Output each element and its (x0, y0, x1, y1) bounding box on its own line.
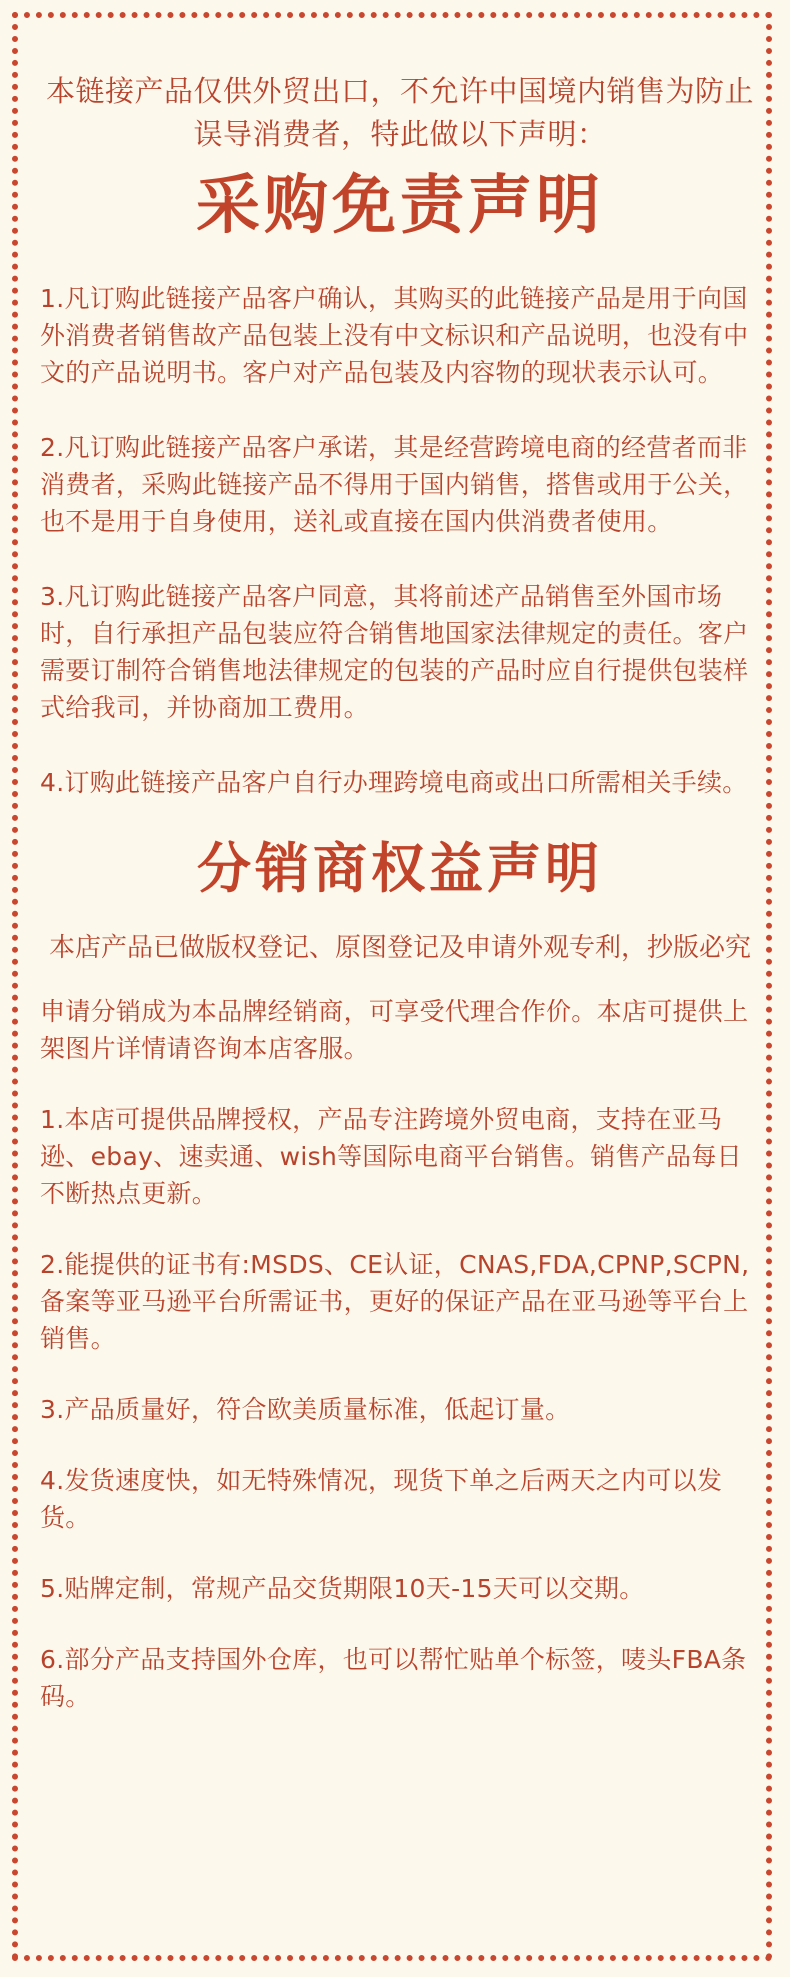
distributor-title: 分销商权益声明 (197, 837, 603, 900)
distributor-clause-1: 1.本店可提供品牌授权，产品专注跨境外贸电商，支持在亚马逊、ebay、速卖通、wish等国际电商平台销售。销售产品每日不断热点更新。 (40, 1105, 742, 1208)
disclaimer-clause-4: 4.订购此链接产品客户自行办理跨境电商或出口所需相关手续。 (40, 768, 748, 797)
distributor-intro: 申请分销成为本品牌经销商，可享受代理合作价。本店可提供上架图片详情请咨询本店客服。 (40, 997, 749, 1063)
disclaimer-title: 采购免责声明 (196, 169, 604, 243)
copyright-notice: 本店产品已做版权登记、原图登记及申请外观专利，抄版必究 (48, 933, 751, 963)
distributor-clause-6: 6.部分产品支持国外仓库，也可以帮忙贴单个标签，唛头FBA条码。 (40, 1645, 747, 1711)
distributor-clause-2: 2.能提供的证书有:MSDS、CE认证，CNAS,FDA,CPNP,SCPN,备案等亚马逊平台所需证书，更好的保证产品在亚马逊等平台上销售。 (40, 1250, 750, 1353)
distributor-clause-5: 5.贴牌定制，常规产品交货期限10天-15天可以交期。 (40, 1574, 645, 1603)
distributor-clause-3: 3.产品质量好，符合欧美质量标准，低起订量。 (40, 1395, 571, 1424)
intro-statement: 本链接产品仅供外贸出口，不允许中国境内销售为防止误导消费者，特此做以下声明： (45, 74, 754, 151)
document-content (40, 70, 760, 1749)
distributor-clause-4: 4.发货速度快，如无特殊情况，现货下单之后两天之内可以发货。 (40, 1466, 723, 1532)
disclaimer-clause-3: 3.凡订购此链接产品客户同意，其将前述产品销售至外国市场时，自行承担产品包装应符合销售地国家法律规定的责任。客户需要订制符合销售地法律规定的包装的产品时应自行提供包装样式给我司，并协商加工费用。 (40, 582, 749, 722)
disclaimer-clause-1: 1.凡订购此链接产品客户确认，其购买的此链接产品是用于向国外消费者销售故产品包装上没有中文标识和产品说明，也没有中文的产品说明书。客户对产品包装及内容物的现状表示认可。 (40, 284, 749, 387)
disclaimer-clause-2: 2.凡订购此链接产品客户承诺，其是经营跨境电商的经营者而非消费者，采购此链接产品不得用于国内销售，搭售或用于公关，也不是用于自身使用，送礼或直接在国内供消费者使用。 (40, 433, 749, 536)
